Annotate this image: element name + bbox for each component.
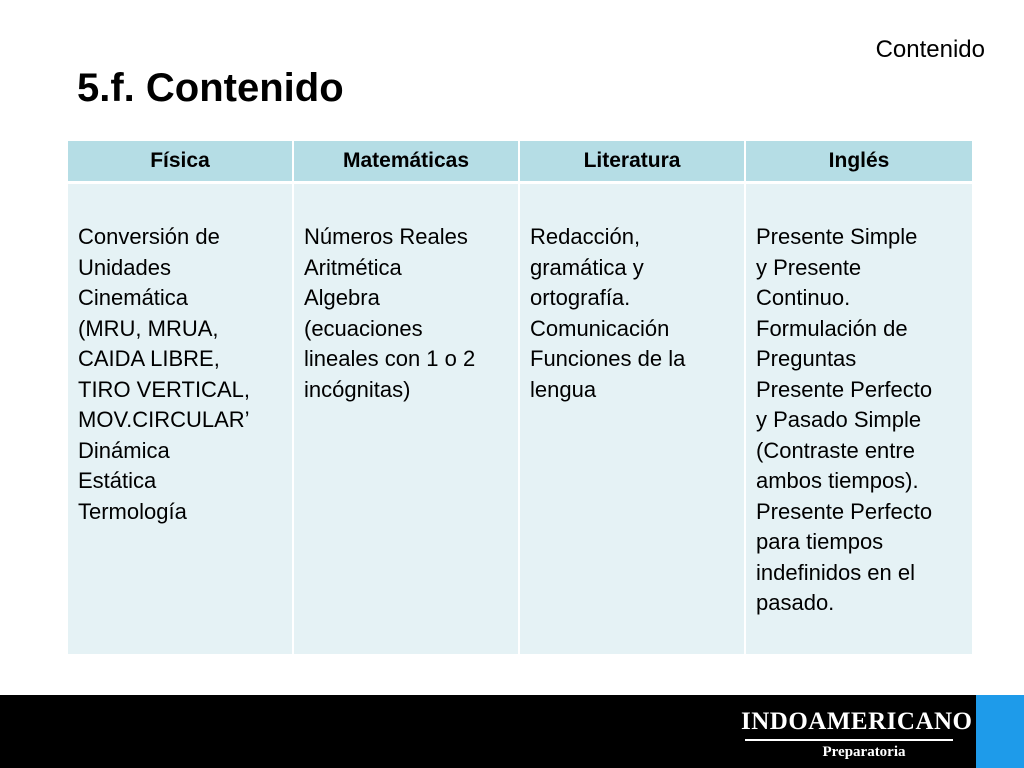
cell-line: Comunicación	[530, 315, 670, 341]
cell-line: Continuo.	[756, 285, 851, 310]
column-header-fisica: Física	[68, 141, 294, 184]
cell-line: (ecuaciones	[304, 315, 423, 341]
cell-line: lineales con 1 o 2	[304, 346, 476, 371]
cell-line: Cinemática	[78, 285, 189, 310]
table-header-row	[68, 141, 972, 184]
cell-line: Unidades	[78, 254, 171, 280]
cell-matematicas	[294, 184, 520, 654]
cell-line: para tiempos	[756, 529, 884, 554]
cell-line: indefinidos en el	[756, 559, 916, 585]
cell-line: (Contraste entre	[756, 437, 915, 463]
cell-line: Aritmética	[304, 254, 402, 280]
indoamericano-logo	[741, 705, 973, 763]
cell-line: Presente Perfecto	[756, 498, 933, 524]
cell-literatura	[520, 184, 746, 654]
cell-line: ortografía.	[530, 285, 631, 310]
cell-line: TIRO VERTICAL,	[78, 376, 250, 402]
cell-line: y Presente	[756, 254, 862, 280]
logo-subtitle: Preparatoria	[822, 744, 906, 760]
cell-line: Presente Perfecto	[756, 376, 933, 402]
cell-line: CAIDA LIBRE,	[78, 346, 220, 371]
table-row	[68, 184, 972, 654]
cell-line: lengua	[530, 376, 597, 402]
cell-line: Números Reales	[304, 224, 468, 249]
cell-line: Termología	[78, 498, 187, 524]
footer-accent	[976, 695, 1024, 768]
content-table	[68, 141, 972, 654]
cell-line: Dinámica	[78, 437, 170, 463]
cell-line: ambos tiempos).	[756, 468, 919, 493]
cell-line: Algebra	[304, 285, 380, 310]
column-header-literatura: Literatura	[520, 141, 746, 184]
cell-line: Conversión de	[78, 224, 220, 249]
cell-line: pasado.	[756, 590, 835, 615]
cell-line: Estática	[78, 468, 157, 493]
cell-line: incógnitas)	[304, 376, 411, 402]
cell-ingles	[746, 184, 972, 654]
logo-wordmark: INDOAMERICANO	[741, 708, 973, 735]
cell-line: y Pasado Simple	[756, 407, 922, 432]
cell-line: Funciones de la	[530, 346, 686, 371]
cell-fisica	[68, 184, 294, 654]
cell-line: Formulación de	[756, 315, 908, 341]
cell-line: Preguntas	[756, 346, 857, 371]
cell-line: (MRU, MRUA,	[78, 315, 219, 341]
slide-title: 5.f. Contenido	[77, 66, 344, 110]
section-label: Contenido	[875, 36, 985, 63]
column-header-matematicas: Matemáticas	[294, 141, 520, 184]
cell-line: MOV.CIRCULAR’	[78, 407, 250, 432]
cell-line: Redacción,	[530, 224, 641, 249]
cell-line: gramática y	[530, 254, 644, 280]
column-header-ingles: Inglés	[746, 141, 972, 184]
cell-line: Presente Simple	[756, 224, 918, 249]
